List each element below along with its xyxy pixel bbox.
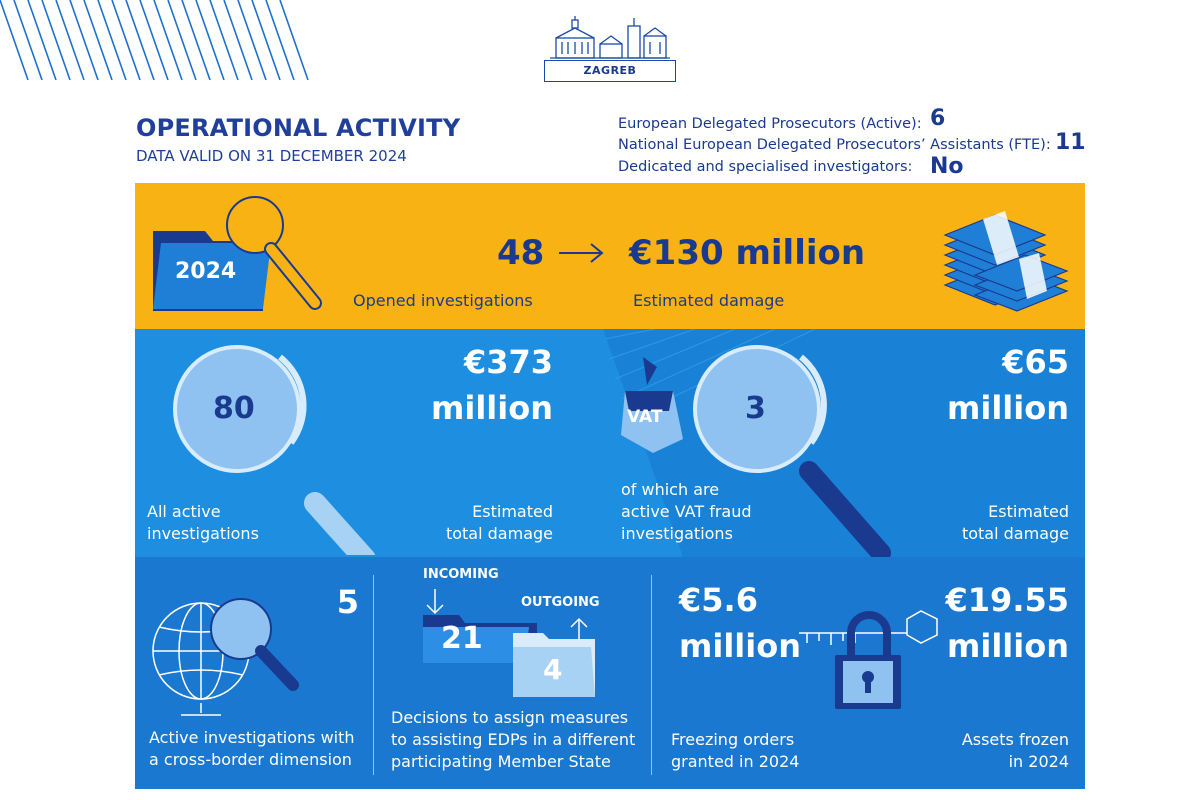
decisions-label-3: participating Member State xyxy=(391,752,611,771)
vat-damage-2: million xyxy=(947,389,1069,427)
freezing-value-1: €5.6 xyxy=(679,581,758,619)
vat-damage-label-2: total damage xyxy=(961,524,1069,543)
decisions-label-2: to assisting EDPs in a different xyxy=(391,730,636,749)
opened-label: Opened investigations xyxy=(353,291,533,310)
active-value: 80 xyxy=(213,391,255,426)
vat-label-1: of which are xyxy=(621,480,720,499)
vat-label-3: investigations xyxy=(621,524,733,543)
assets-label-1: Assets frozen xyxy=(961,730,1069,749)
total-damage-label-1: Estimated xyxy=(472,502,553,521)
vat-damage-label-1: Estimated xyxy=(988,502,1069,521)
outgoing-value: 4 xyxy=(543,653,563,686)
lock-icon xyxy=(797,603,947,713)
vat-tag-icon xyxy=(613,355,693,455)
page-title: OPERATIONAL ACTIVITY xyxy=(136,114,461,142)
active-label-2: investigations xyxy=(147,524,259,543)
outgoing-tag: OUTGOING xyxy=(521,595,600,610)
cross-border-label-1: Active investigations with xyxy=(149,728,355,747)
freezing-label-1: Freezing orders xyxy=(671,730,795,749)
year-label: 2024 xyxy=(175,259,237,284)
vat-label-2: active VAT fraud xyxy=(621,502,752,521)
assistants-label: National European Delegated Prosecutors’ Assistants (FTE): xyxy=(618,137,1051,153)
damage-value: €130 million xyxy=(629,233,866,273)
assets-value-1: €19.55 xyxy=(945,581,1069,619)
damage-label: Estimated damage xyxy=(633,291,785,310)
assistants-value: 11 xyxy=(1055,130,1086,155)
divider xyxy=(373,575,374,775)
freezing-value-2: million xyxy=(679,627,801,665)
investigators-label: Dedicated and specialised investigators: xyxy=(618,159,913,175)
globe-magnifier-icon xyxy=(145,581,325,721)
assets-label-2: in 2024 xyxy=(1008,752,1069,771)
hatch-decoration xyxy=(0,0,320,80)
folder-magnifier-icon xyxy=(145,191,335,321)
edp-label: European Delegated Prosecutors (Active): xyxy=(618,116,922,132)
page-subtitle: DATA VALID ON 31 DECEMBER 2024 xyxy=(136,147,407,165)
vat-damage-1: €65 xyxy=(1002,343,1069,381)
vat-tag: VAT xyxy=(627,407,663,427)
skyline-icon xyxy=(544,14,676,60)
total-damage-2: million xyxy=(431,389,553,427)
freezing-label-2: granted in 2024 xyxy=(671,752,800,771)
money-stack-icon xyxy=(935,195,1075,319)
bottom-band xyxy=(135,557,1085,789)
city-name: ZAGREB xyxy=(544,60,676,82)
edp-value: 6 xyxy=(930,106,946,131)
cross-border-label-2: a cross-border dimension xyxy=(149,750,352,769)
arrow-right-icon xyxy=(557,241,605,265)
divider xyxy=(651,575,652,775)
incoming-value: 21 xyxy=(441,621,483,656)
year-band xyxy=(135,183,1085,329)
vat-value: 3 xyxy=(745,391,766,426)
cross-border-value: 5 xyxy=(336,583,359,621)
opened-value: 48 xyxy=(497,233,545,273)
total-damage-label-2: total damage xyxy=(445,524,553,543)
incoming-tag: INCOMING xyxy=(423,567,499,582)
decisions-label-1: Decisions to assign measures xyxy=(391,708,629,727)
investigators-value: No xyxy=(930,154,964,179)
assets-value-2: million xyxy=(947,627,1069,665)
active-band xyxy=(135,329,1085,557)
total-damage-1: €373 xyxy=(463,343,553,381)
active-label-1: All active xyxy=(147,502,221,521)
city-logo xyxy=(544,14,676,82)
